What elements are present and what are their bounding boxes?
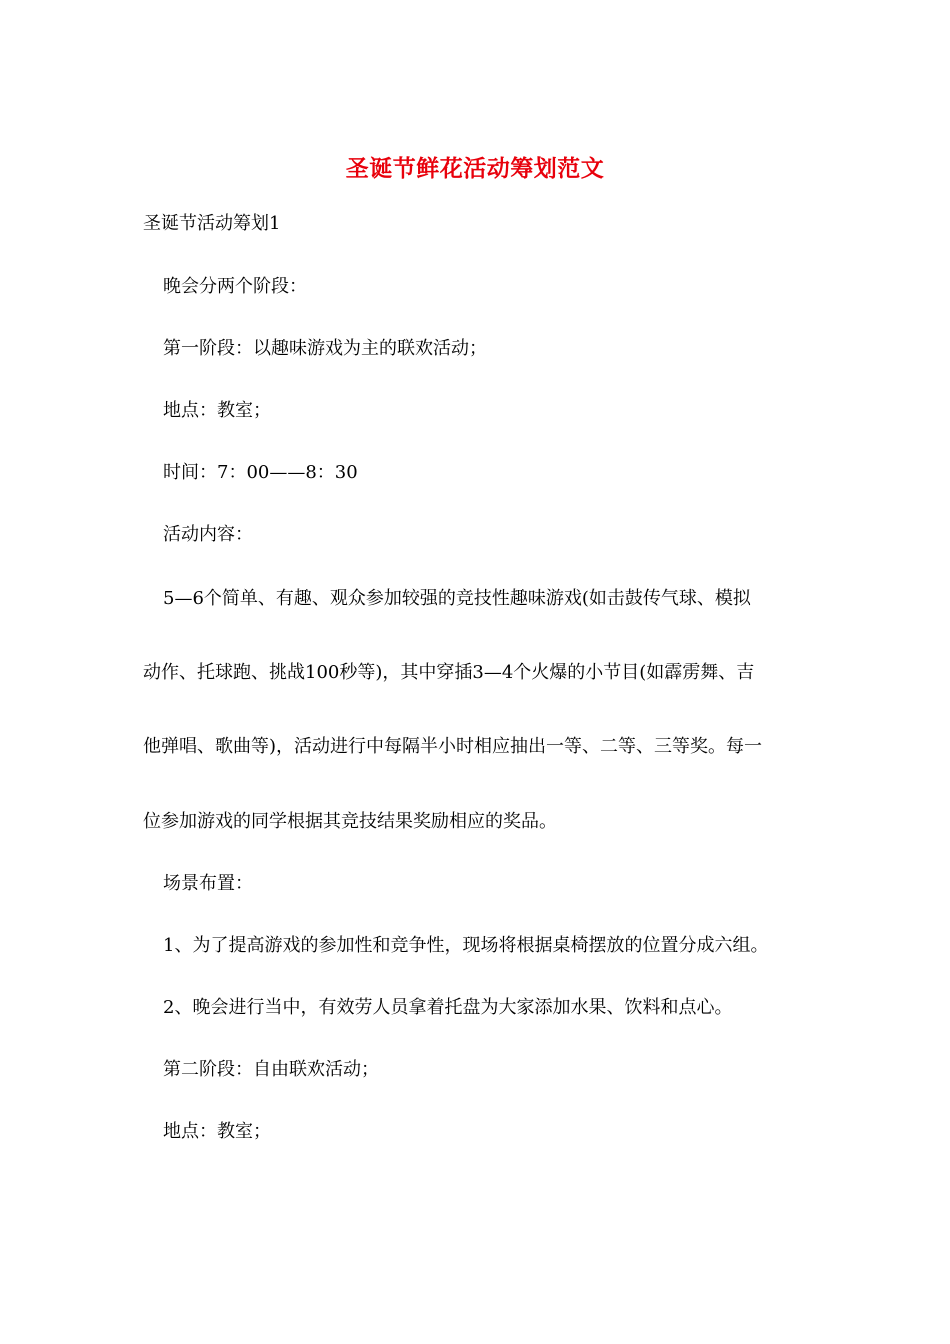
paragraph-line: 第二阶段：自由联欢活动； [163, 1059, 379, 1080]
paragraph-line: 1、为了提高游戏的参加性和竞争性，现场将根据桌椅摆放的位置分成六组。 [163, 935, 769, 956]
paragraph-line: 时间：7：00——8：30 [163, 462, 358, 483]
paragraph-line: 5—6个简单、有趣、观众参加较强的竞技性趣味游戏(如击鼓传气球、模拟 [163, 588, 751, 609]
paragraph-line: 晚会分两个阶段： [163, 276, 307, 297]
section-heading: 圣诞节活动筹划1 [143, 213, 281, 234]
paragraph-line: 地点：教室； [163, 400, 271, 421]
paragraph-line: 动作、托球跑、挑战100秒等)，其中穿插3—4个火爆的小节目(如霹雳舞、吉 [143, 662, 755, 683]
paragraph-line: 第一阶段：以趣味游戏为主的联欢活动； [163, 338, 487, 359]
paragraph-line: 地点：教室； [163, 1121, 271, 1142]
document-title: 圣诞节鲜花活动筹划范文 [345, 155, 605, 182]
paragraph-line: 活动内容： [163, 524, 253, 545]
paragraph-line: 位参加游戏的同学根据其竞技结果奖励相应的奖品。 [143, 811, 557, 832]
paragraph-line: 2、晚会进行当中，有效劳人员拿着托盘为大家添加水果、饮料和点心。 [163, 997, 733, 1018]
paragraph-line: 他弹唱、歌曲等)，活动进行中每隔半小时相应抽出一等、二等、三等奖。每一 [143, 736, 763, 757]
paragraph-line: 场景布置： [163, 873, 253, 894]
